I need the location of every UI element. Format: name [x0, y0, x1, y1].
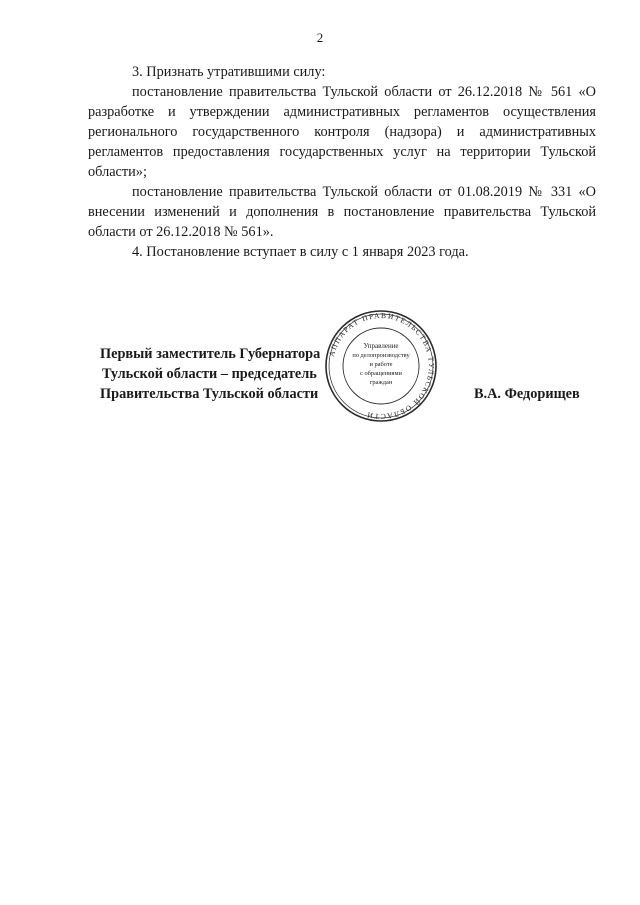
seal-center-line-3: и работе	[369, 361, 393, 368]
page-number: 2	[316, 30, 324, 45]
paragraph-item-4: 4. Постановление вступает в силу с 1 января 2023 года.	[132, 244, 469, 260]
paragraph-repeal-561: постановление правительства Тульской области от 26.12.2018 № 561 «О разработке и утверждении административных регламентов осуществления регионального государственного контроля (надзора) и административных регламентов предоставления государственных услуг на территории Тульской области»;	[88, 84, 596, 180]
document-body	[88, 62, 596, 262]
seal-ring-text: АППАРАТ ПРАВИТЕЛЬСТВА ТУЛЬСКОЙ ОБЛАСТИ	[326, 310, 437, 422]
seal-center-line-5: граждан	[369, 379, 393, 386]
paragraph-repeal-331: постановление правительства Тульской области от 01.08.2019 № 331 «О внесении изменений и дополнения в постановление правительства Тульской области от 26.12.2018 № 561».	[88, 184, 596, 240]
signatory-name: В.А. Федорищев	[474, 386, 580, 402]
seal-center-line-2: по делопроизводству	[352, 352, 410, 359]
signatory-title-line-1: Первый заместитель Губернатора	[100, 346, 321, 362]
seal-center-line-4: с обращениями	[360, 370, 402, 377]
official-seal	[312, 310, 450, 422]
signatory-title	[100, 344, 320, 404]
seal-center-line-1: Управление	[363, 342, 399, 350]
signatory-title-line-2: Тульской области – председатель	[102, 366, 317, 382]
paragraph-item-3: 3. Признать утратившими силу:	[132, 64, 326, 80]
signatory-title-line-3: Правительства Тульской области	[100, 386, 319, 402]
